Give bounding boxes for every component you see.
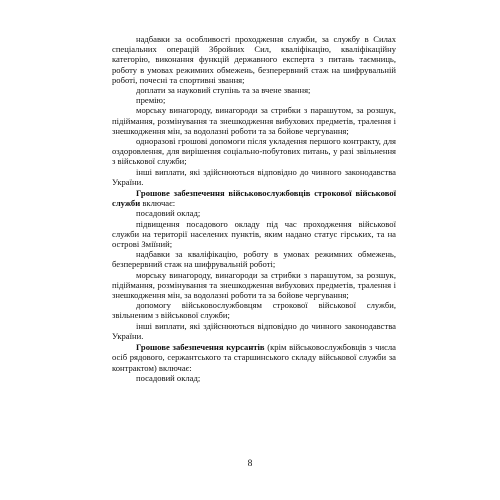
page-number: 8 (247, 459, 253, 469)
paragraph: посадовий оклад; (136, 372, 201, 383)
section-heading (112, 188, 396, 208)
paragraph: премію; (136, 95, 166, 106)
paragraph: допомогу військовослужбовцям строкової військової служби, звільненим з військової служби; (112, 300, 396, 321)
paragraph: інші виплати, які здійснюються відповідно до чинного законодавства України. (112, 320, 396, 341)
paragraph: посадовий оклад; (136, 208, 201, 219)
paragraph: морську винагороду, винагороди за стрибки з парашутом, за розшук, підіймання, розмінування та знешкодження вибухових предметів, тралення і знешкодження мін, за водолазні роботи та за бойове чергування; (112, 105, 396, 136)
paragraph: інші виплати, які здійснюються відповідно до чинного законодавства України. (112, 166, 396, 187)
document-text (112, 34, 396, 383)
paragraph: одноразові грошові допомоги після укладення першого контракту, для оздоровлення, для вирішення соціально-побутових питань, у разі звільнення з військової служби; (112, 136, 396, 167)
paragraph: підвищення посадового окладу під час проходження військової служби на території населених пунктів, яким надано статус гірських, та на острові Зміїний; (112, 218, 396, 250)
section-heading-bold: Грошове забезпечення курсантів (136, 342, 265, 353)
section-heading (112, 342, 396, 373)
paragraph: морську винагороду, винагороди за стрибки з парашутом, за розшук, підіймання, розмінування та знешкодження вибухових предметів, тралення і знешкодження мін, за водолазні роботи та за бойове чергування; (112, 269, 396, 301)
paragraph: надбавки за особливості проходження служби, за службу в Силах спеціальних операцій Збройних Сил, кваліфікацію, кваліфікаційну категорію, виконання функцій державного експерта з питань таємниць, роботу в умовах режимних обмежень, безперервний стаж на шифрувальній роботі, почесні та спортивні звання; (112, 34, 396, 85)
paragraph: доплати за науковий ступінь та за вчене звання; (136, 85, 311, 96)
section-heading-rest: включає: (140, 198, 176, 209)
section-heading-bold: Грошове забезпечення військовослужбовців строкової військової служби (112, 188, 396, 209)
section-heading-rest: (крім військовослужбовців з числа осіб рядового, сержантського та старшинського складу військової служби за контрактом) включає: (112, 342, 396, 373)
paragraph: надбавки за кваліфікацію, роботу в умовах режимних обмежень, безперервний стаж на шифрувальній роботі; (112, 249, 396, 270)
